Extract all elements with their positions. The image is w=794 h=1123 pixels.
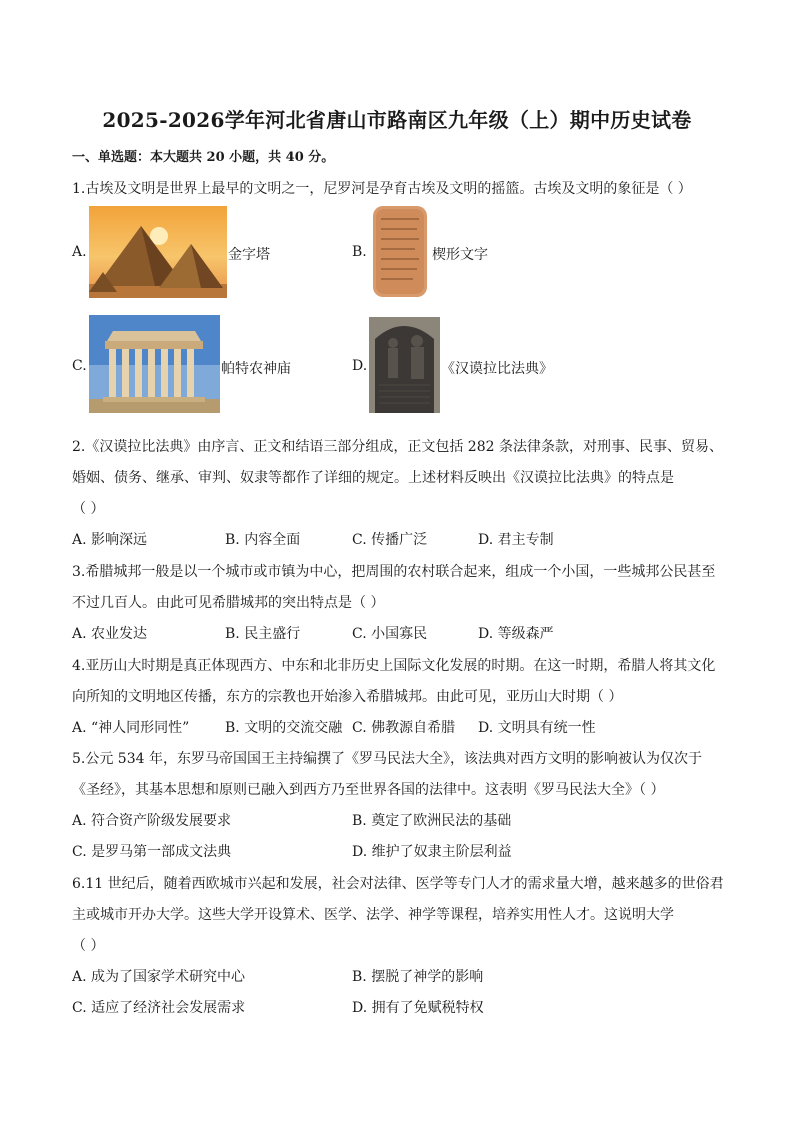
question-6-line-3: （ ） bbox=[72, 938, 105, 954]
question-5-line-1: 5.公元 534 年，东罗马帝国国王主持编撰了《罗马民法大全》，该法典对西方文明的影响被认为仅次于 bbox=[72, 751, 702, 767]
q2-option-a: A. 影响深远 bbox=[72, 532, 148, 548]
q1-option-c-label: 帕特农神庙 bbox=[221, 361, 291, 377]
q2-option-d: D. 君主专制 bbox=[478, 532, 554, 548]
question-6-line-1: 6.11 世纪后，随着西欧城市兴起和发展，社会对法律、医学等专门人才的需求量大增，越来越多的世俗君 bbox=[72, 876, 724, 892]
q1-option-b-letter: B. bbox=[352, 244, 367, 260]
q2-option-c: C. 传播广泛 bbox=[352, 532, 428, 548]
page-title: 2025-2026学年河北省唐山市路南区九年级（上）期中历史试卷 bbox=[102, 108, 692, 132]
q1-option-a-letter: A. bbox=[72, 244, 87, 260]
question-2-line-2: 婚姻、债务、继承、审判、奴隶等都作了详细的规定。上述材料反映出《汉谟拉比法典》的特点是 bbox=[72, 470, 674, 486]
q3-option-a: A. 农业发达 bbox=[72, 626, 148, 642]
q6-option-a: A. 成为了国家学术研究中心 bbox=[72, 969, 246, 985]
q5-option-a: A. 符合资产阶级发展要求 bbox=[72, 813, 232, 829]
q4-option-b: B. 文明的交流交融 bbox=[225, 720, 343, 736]
q4-option-d: D. 文明具有统一性 bbox=[478, 720, 596, 736]
q6-option-d: D. 拥有了免赋税特权 bbox=[352, 1000, 484, 1016]
q6-option-b: B. 摆脱了神学的影响 bbox=[352, 969, 484, 985]
q1-option-a-label: 金字塔 bbox=[228, 247, 270, 263]
q6-option-c: C. 适应了经济社会发展需求 bbox=[72, 1000, 246, 1016]
parthenon-photo bbox=[89, 315, 220, 413]
q5-option-b: B. 奠定了欧洲民法的基础 bbox=[352, 813, 512, 829]
q3-option-b: B. 民主盛行 bbox=[225, 626, 301, 642]
q3-option-d: D. 等级森严 bbox=[478, 626, 554, 642]
q4-option-a: A. “神人同形同性” bbox=[72, 720, 190, 736]
hammurabi-stele-photo bbox=[369, 317, 440, 413]
pyramids-photo bbox=[89, 206, 227, 298]
q1-option-c-letter: C. bbox=[72, 358, 87, 374]
question-2-line-3: （ ） bbox=[72, 501, 105, 517]
q1-option-d-letter: D. bbox=[352, 358, 368, 374]
section-heading: 一、单选题：本大题共 20 小题，共 40 分。 bbox=[72, 150, 335, 165]
q1-option-d-label: 《汉谟拉比法典》 bbox=[441, 361, 553, 377]
q5-option-d: D. 维护了奴隶主阶层利益 bbox=[352, 844, 512, 860]
question-4-line-1: 4.亚历山大时期是真正体现西方、中东和北非历史上国际文化发展的时期。在这一时期，希腊人将其文化 bbox=[72, 658, 716, 674]
q2-option-b: B. 内容全面 bbox=[225, 532, 301, 548]
question-2-line-1: 2.《汉谟拉比法典》由序言、正文和结语三部分组成，正文包括 282 条法律条款，对刑事、民事、贸易、 bbox=[72, 439, 723, 455]
question-6-line-2: 主或城市开办大学。这些大学开设算术、医学、法学、神学等课程，培养实用性人才。这说明大学 bbox=[72, 907, 674, 923]
q4-option-c: C. 佛教源自希腊 bbox=[352, 720, 456, 736]
question-1-stem: 1.古埃及文明是世界上最早的文明之一，尼罗河是孕育古埃及文明的摇篮。古埃及文明的象征是（ ） bbox=[72, 181, 692, 197]
question-3-line-1: 3.希腊城邦一般是以一个城市或市镇为中心，把周围的农村联合起来，组成一个小国，一些城邦公民甚至 bbox=[72, 564, 716, 580]
q3-option-c: C. 小国寡民 bbox=[352, 626, 428, 642]
question-3-line-2: 不过几百人。由此可见希腊城邦的突出特点是（ ） bbox=[72, 595, 385, 611]
question-4-line-2: 向所知的文明地区传播，东方的宗教也开始渗入希腊城邦。由此可见，亚历山大时期（ ） bbox=[72, 689, 623, 705]
cuneiform-tablet-photo bbox=[369, 203, 431, 300]
q1-option-b-label: 楔形文字 bbox=[432, 247, 488, 263]
q5-option-c: C. 是罗马第一部成文法典 bbox=[72, 844, 232, 860]
question-5-line-2: 《圣经》，其基本思想和原则已融入到西方乃至世界各国的法律中。这表明《罗马民法大全》（ ） bbox=[72, 782, 665, 798]
